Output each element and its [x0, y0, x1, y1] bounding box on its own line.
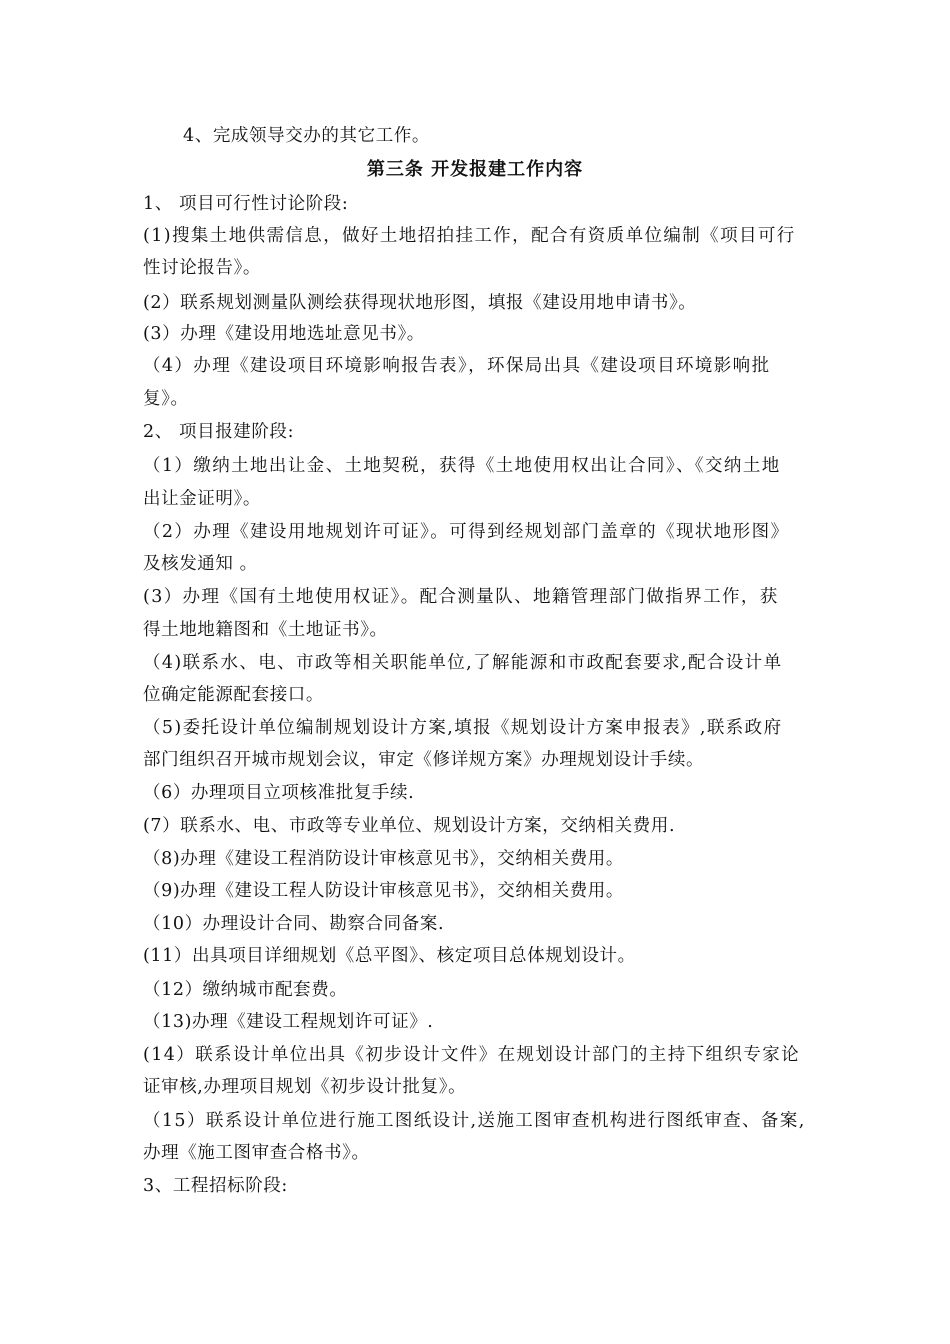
- text-line: (1)搜集土地供需信息，做好土地招拍挂工作，配合有资质单位编制《项目可行: [143, 226, 796, 246]
- text-line: （5)委托设计单位编制规划设计方案,填报《规划设计方案申报表》,联系政府: [143, 718, 783, 738]
- text-line: 及核发通知 。: [143, 554, 258, 574]
- text-line: （4)联系水、电、市政等相关职能单位,了解能源和市政配套要求,配合设计单: [143, 653, 783, 673]
- text-line: 得土地地籍图和《土地证书》。: [143, 620, 388, 640]
- subsection-heading: 3、工程招标阶段:: [143, 1176, 288, 1196]
- text-line: (7）联系水、电、市政等专业单位、规划设计方案，交纳相关费用.: [143, 816, 676, 836]
- text-line: 4、完成领导交办的其它工作。: [183, 126, 431, 146]
- text-line: (11）出具项目详细规划《总平图》、核定项目总体规划设计。: [143, 946, 636, 966]
- text-line: 证审核,办理项目规划《初步设计批复》。: [143, 1077, 467, 1097]
- subsection-heading: 2、 项目报建阶段:: [143, 422, 295, 442]
- subsection-heading: 1、 项目可行性讨论阶段:: [143, 194, 349, 214]
- text-line: (3）办理《国有土地使用权证》。配合测量队、地籍管理部门做指界工作，获: [143, 587, 779, 607]
- text-line: （1）缴纳土地出让金、土地契税，获得《土地使用权出让合同》、《交纳土地: [143, 456, 781, 476]
- text-line: （10）办理设计合同、勘察合同备案.: [143, 914, 445, 934]
- text-line: 复》。: [143, 389, 189, 409]
- text-line: (3）办理《建设用地选址意见书》。: [143, 324, 425, 344]
- text-line: （8)办理《建设工程消防设计审核意见书》，交纳相关费用。: [143, 849, 625, 869]
- text-line: 部门组织召开城市规划会议，审定《修详规方案》办理规划设计手续。: [143, 750, 705, 770]
- text-line: 出让金证明》。: [143, 489, 261, 509]
- text-line: (2）联系规划测量队测绘获得现状地形图，填报《建设用地申请书》。: [143, 293, 697, 313]
- text-line: 性讨论报告》。: [143, 258, 261, 278]
- text-line: （6）办理项目立项核准批复手续.: [143, 783, 415, 803]
- section-heading: 第三条 开发报建工作内容: [366, 159, 584, 180]
- text-line: （13)办理《建设工程规划许可证》.: [143, 1012, 434, 1032]
- text-line: （12）缴纳城市配套费。: [143, 980, 348, 1000]
- text-line: (14）联系设计单位出具《初步设计文件》在规划设计部门的主持下组织专家论: [143, 1045, 800, 1065]
- text-line: 办理《施工图审查合格书》。: [143, 1143, 370, 1163]
- text-line: （2）办理《建设用地规划许可证》。可得到经规划部门盖章的《现状地形图》: [143, 522, 790, 542]
- text-line: （9)办理《建设工程人防设计审核意见书》，交纳相关费用。: [143, 881, 625, 901]
- text-line: （15）联系设计单位进行施工图纸设计,送施工图审查机构进行图纸审查、备案,: [143, 1111, 806, 1131]
- text-line: 位确定能源配套接口。: [143, 685, 324, 705]
- text-line: （4）办理《建设项目环境影响报告表》，环保局出具《建设项目环境影响批: [143, 356, 771, 376]
